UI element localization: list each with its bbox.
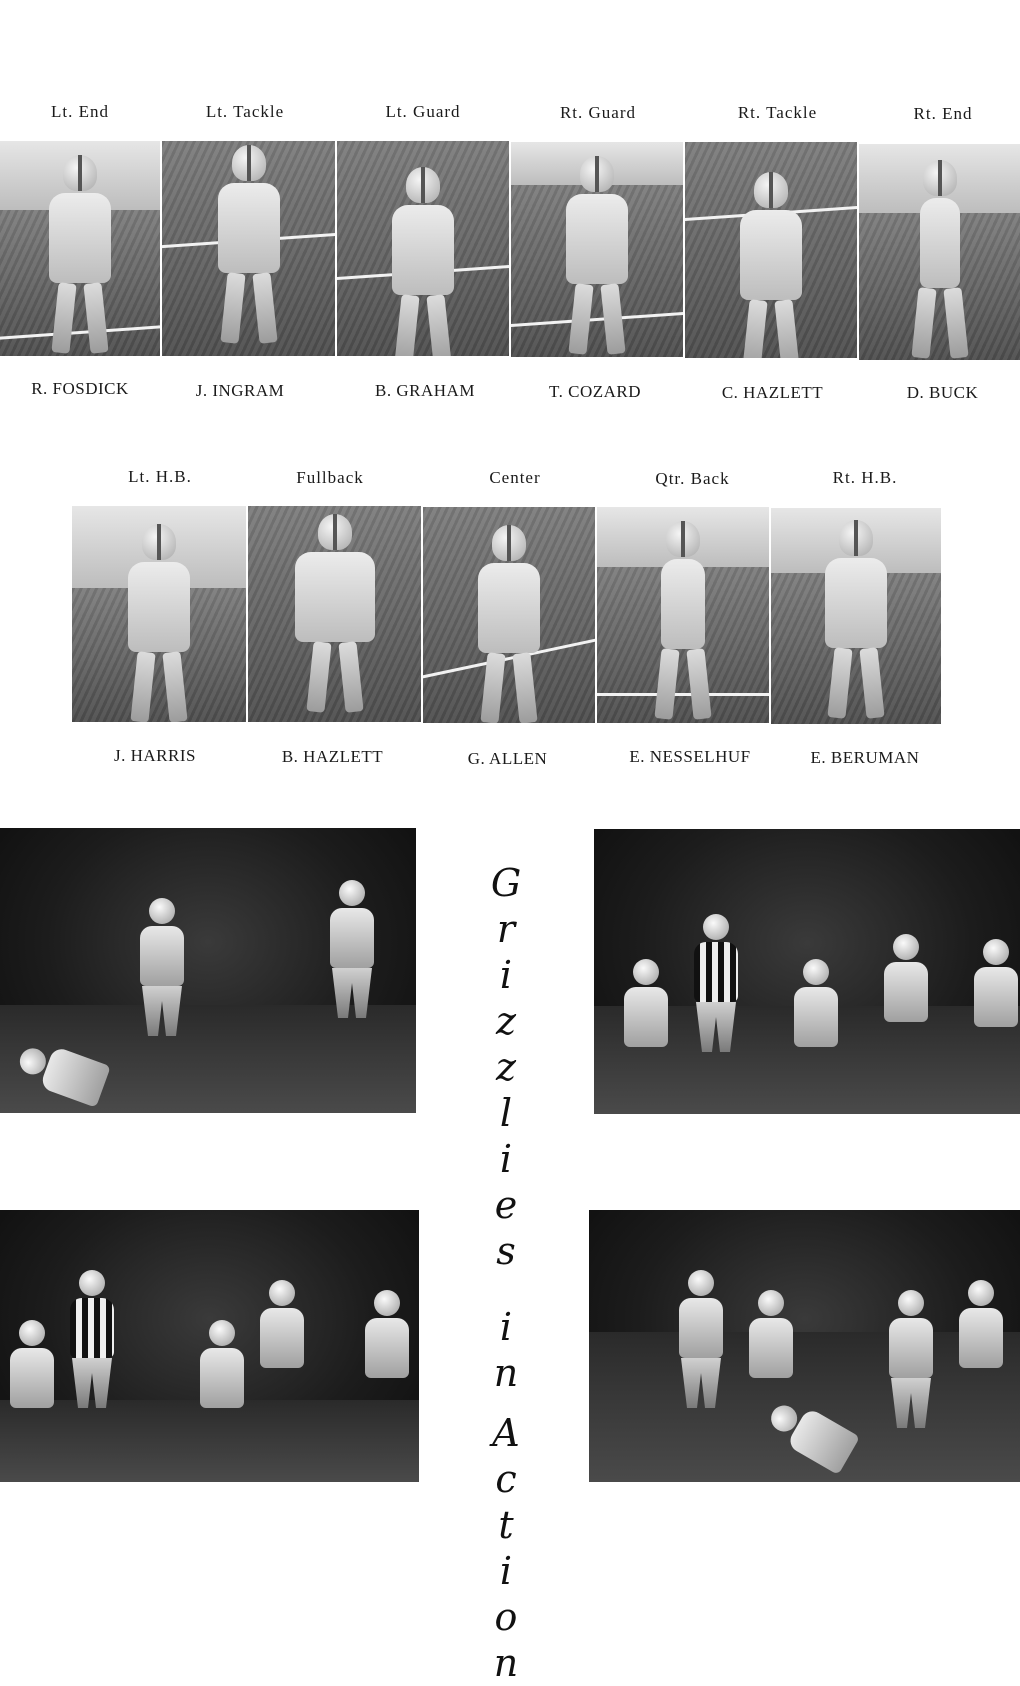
- title-letter: r: [496, 907, 516, 951]
- player-name-ingram: J. INGRAM: [195, 381, 285, 400]
- title-letter: l: [499, 1091, 513, 1135]
- title-letter: i: [499, 1305, 513, 1349]
- title-letter: e: [494, 1183, 518, 1227]
- title-letter: n: [493, 1351, 519, 1395]
- player-photo-beruman: [771, 508, 941, 724]
- player-name-beruman: E. BERUMAN: [810, 748, 920, 767]
- position-label-center: Center: [489, 468, 541, 487]
- player-photo-harris: [72, 506, 246, 722]
- player-name-harris: J. HARRIS: [114, 746, 196, 765]
- title-letter: z: [495, 1045, 517, 1089]
- grizzlies-in-action-title: [476, 860, 536, 1686]
- position-label-rt-guard: Rt. Guard: [559, 103, 637, 122]
- title-word-action: [476, 1410, 536, 1686]
- player-name-buck: D. BUCK: [906, 383, 979, 402]
- action-photo-bottom-right: [589, 1210, 1020, 1482]
- player-name-graham: B. GRAHAM: [375, 381, 475, 400]
- position-label-lt-guard: Lt. Guard: [385, 102, 461, 121]
- title-letter: t: [498, 1503, 514, 1547]
- title-letter: c: [495, 1457, 517, 1501]
- action-photo-top-left: [0, 828, 416, 1113]
- player-name-nesselhuf: E. NESSELHUF: [629, 747, 751, 766]
- action-photo-bottom-left: [0, 1210, 419, 1482]
- position-label-lt-hb: Lt. H.B.: [128, 467, 192, 486]
- title-letter: z: [495, 999, 517, 1043]
- title-word-grizzlies: [476, 860, 536, 1274]
- position-label-rt-hb: Rt. H.B.: [832, 468, 898, 487]
- player-name-allen: G. ALLEN: [467, 749, 548, 768]
- player-photo-allen: [423, 507, 595, 723]
- title-letter: o: [494, 1595, 518, 1639]
- title-letter: G: [490, 861, 522, 905]
- title-letter: s: [496, 1229, 516, 1273]
- player-photo-fosdick: [0, 141, 160, 356]
- position-label-fullback: Fullback: [296, 468, 364, 487]
- position-label-rt-tackle: Rt. Tackle: [737, 103, 818, 122]
- title-letter: i: [499, 1137, 513, 1181]
- player-photo-c-hazlett: [685, 142, 857, 358]
- player-name-b-hazlett: B. HAZLETT: [281, 747, 384, 766]
- player-name-fosdick: R. FOSDICK: [31, 379, 129, 398]
- player-photo-b-hazlett: [248, 506, 421, 722]
- player-name-c-hazlett: C. HAZLETT: [721, 383, 824, 402]
- player-photo-graham: [337, 141, 509, 356]
- position-label-qtr-back: Qtr. Back: [655, 469, 730, 488]
- title-letter: i: [499, 953, 513, 997]
- position-label-lt-end: Lt. End: [51, 102, 109, 121]
- position-label-lt-tackle: Lt. Tackle: [205, 102, 285, 121]
- player-photo-cozard: [511, 142, 683, 357]
- player-photo-ingram: [162, 141, 335, 356]
- player-photo-buck: [859, 144, 1020, 360]
- title-letter: A: [492, 1411, 520, 1455]
- position-label-rt-end: Rt. End: [913, 104, 973, 123]
- player-photo-nesselhuf: [597, 507, 769, 723]
- title-letter: i: [499, 1549, 513, 1593]
- player-name-cozard: T. COZARD: [548, 382, 641, 401]
- title-word-in: [476, 1304, 536, 1396]
- action-photo-top-right: [594, 829, 1020, 1114]
- title-letter: n: [493, 1641, 519, 1685]
